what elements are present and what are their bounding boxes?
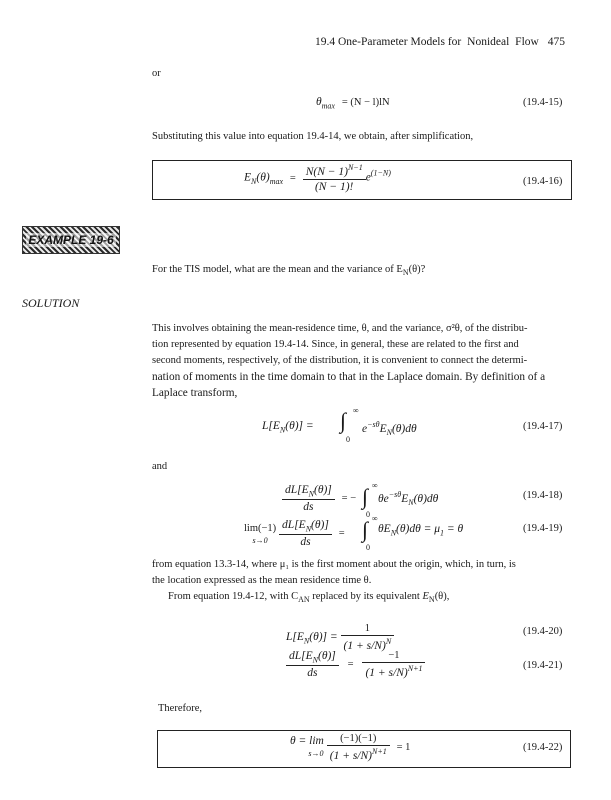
from-equation-line: From equation 19.4-12, with $C_{AN}$ replaced by its equivalent $E_N(\theta)$, bbox=[168, 591, 450, 605]
eq16-denominator: (N − 1)! bbox=[314, 180, 354, 193]
eq19-numerator-end: (θ)] bbox=[311, 519, 329, 531]
eq15-number: (19.4-15) bbox=[523, 97, 563, 108]
eq18-integrand-end: (θ)dθ bbox=[413, 492, 439, 505]
header-flow: Flow bbox=[515, 36, 539, 48]
eq19-mu-sub: 1 bbox=[440, 528, 445, 538]
eq16-numerator: N(N − 1) bbox=[305, 165, 348, 178]
eq20-fraction bbox=[341, 623, 395, 652]
eq19-fraction bbox=[279, 519, 332, 548]
header-nonideal: Nonideal bbox=[467, 36, 510, 48]
eq20-lhs-end: (θ)] = bbox=[309, 631, 338, 644]
eq16-numerator-sup: N−1 bbox=[347, 163, 363, 172]
eq17-lhs-rest: (θ)] = bbox=[285, 420, 314, 432]
eq19-lim: lim(−1) bbox=[244, 522, 277, 534]
header-section: 19.4 One-Parameter Models for bbox=[315, 36, 462, 48]
eq18-integrand bbox=[378, 490, 438, 507]
eq18-denominator: ds bbox=[303, 501, 314, 514]
eq18-integrand-rest: E bbox=[401, 492, 409, 505]
solution-paragraph-cont bbox=[152, 369, 572, 401]
solution-line-4: nation of moments in the time domain to that in the Laplace domain. By definition of a bbox=[152, 371, 546, 383]
solution-label: SOLUTION bbox=[22, 296, 80, 310]
eq21-numerator: dL[E bbox=[289, 650, 313, 662]
from-eq-pre: From equation 19.4-12, with C bbox=[168, 591, 299, 602]
eq19-numerator-sub: N bbox=[305, 524, 312, 534]
eq21-numerator-end: (θ)] bbox=[318, 650, 336, 662]
after-line-2: the location expressed as the mean residence time θ. bbox=[152, 575, 372, 586]
from-eq-end: (θ), bbox=[434, 591, 450, 602]
eq22-denominator-sup: N+1 bbox=[372, 747, 387, 756]
equation-19-4-20 bbox=[286, 623, 394, 652]
eq17-integrand-end: (θ)dθ bbox=[391, 422, 417, 435]
from-eq-mid: replaced by its equivalent bbox=[312, 591, 420, 602]
eq16-exp-sup: (1−N) bbox=[370, 168, 391, 178]
eq15-rhs: = (N − l)lN bbox=[341, 97, 390, 108]
eq21-r-denominator: (1 + s/N) bbox=[365, 667, 408, 680]
eq17-integrand-rest: E bbox=[379, 422, 387, 435]
from-eq-pre-sub: AN bbox=[298, 595, 310, 605]
eq17-integrand-e: e bbox=[362, 422, 368, 435]
eq17-lhs-sub: N bbox=[279, 425, 286, 435]
eq22-denominator: (1 + s/N) bbox=[329, 749, 372, 762]
eq20-denominator-sup: N bbox=[385, 637, 392, 646]
eq16-fraction bbox=[303, 163, 366, 193]
eq16-lhs-sub: N bbox=[251, 176, 257, 186]
equation-19-4-16: $E_N(\theta)_{max}$ = $\frac{N(N - 1)^{N-1}}{(N - 1)!}$ $e^{(1-N)}$ bbox=[244, 163, 391, 193]
eq19-integral: ∫ bbox=[362, 517, 369, 542]
eq19-integrand-theta: θE bbox=[378, 523, 391, 535]
from-eq-mid-sub: N bbox=[428, 595, 435, 605]
eq19-denominator: ds bbox=[300, 536, 311, 549]
eq21-number: (19.4-21) bbox=[523, 660, 563, 671]
eq16-number: (19.4-16) bbox=[523, 176, 563, 187]
solution-line-3: second moments, respectively, of the distribution, it is convenient to connect the determi- bbox=[152, 355, 528, 366]
eq18-numerator-sub: N bbox=[308, 489, 314, 499]
eq22-number: (19.4-22) bbox=[523, 742, 563, 753]
solution-line-1: This involves obtaining the mean-residence time, θ, and the variance, σ²θ, of the distribu- bbox=[152, 323, 528, 334]
eq18-integrand-theta: θe bbox=[378, 492, 389, 505]
eq17-lhs: L[E bbox=[262, 420, 280, 432]
eq15-lhs-sub: max bbox=[321, 101, 335, 111]
eq22-numerator: (−1)(−1) bbox=[327, 733, 390, 746]
substituting-text: Substituting this value into equation 19.4-14, we obtain, after simplification, bbox=[152, 131, 474, 142]
eq18-fraction bbox=[282, 484, 335, 513]
eq17-number: (19.4-17) bbox=[523, 421, 563, 432]
eq17-integrand bbox=[362, 420, 417, 437]
eq17-integral: ∫ bbox=[340, 408, 347, 433]
eq16-exp: e bbox=[365, 171, 371, 184]
page-number: 475 bbox=[547, 36, 565, 48]
therefore-word: Therefore, bbox=[158, 703, 203, 714]
eq18-number: (19.4-18) bbox=[523, 490, 563, 501]
eq22-lim-sub: s→0 bbox=[308, 749, 324, 759]
eq19-number: (19.4-19) bbox=[523, 523, 563, 534]
running-header bbox=[315, 36, 565, 48]
eq21-r-numerator: −1 bbox=[362, 650, 425, 663]
eq20-lhs: L[E bbox=[286, 631, 304, 644]
eq21-fraction-left bbox=[286, 650, 339, 679]
eq20-lhs-sub: N bbox=[303, 636, 310, 646]
eq22-fraction bbox=[327, 733, 390, 762]
equation-19-4-15 bbox=[316, 96, 390, 110]
eq18-integrand-sub: N bbox=[408, 498, 414, 508]
eq17-lower: 0 bbox=[346, 435, 350, 444]
eq18-lower: 0 bbox=[366, 510, 370, 519]
intro-word: or bbox=[152, 68, 161, 79]
after-paragraph bbox=[152, 557, 570, 589]
eq18-numerator-end: (θ)] bbox=[314, 484, 332, 496]
eq16-lhs: E bbox=[244, 171, 252, 184]
solution-line-5: Laplace transform, bbox=[152, 387, 238, 399]
eq19-upper: ∞ bbox=[372, 514, 378, 523]
eq19-lower: 0 bbox=[366, 543, 370, 552]
eq21-numerator-sub: N bbox=[312, 655, 318, 665]
eq19-numerator: dL[E bbox=[282, 519, 306, 531]
and-word: and bbox=[152, 461, 168, 472]
equation-19-4-17 bbox=[262, 420, 314, 434]
equation-19-4-19 bbox=[244, 519, 345, 548]
eq17-integrand-sub: N bbox=[386, 428, 392, 438]
eq19-mid: = bbox=[338, 528, 345, 540]
example-label: EXAMPLE 19-6 bbox=[28, 233, 114, 247]
eq16-lhs-sub2: max bbox=[269, 176, 284, 186]
eq19-integrand-sub: N bbox=[390, 528, 397, 538]
equation-19-4-22 bbox=[290, 733, 410, 762]
eq19-rhs: = θ bbox=[446, 523, 464, 535]
equation-19-4-21 bbox=[286, 650, 425, 679]
eq20-denominator: (1 + s/N) bbox=[343, 639, 386, 652]
eq21-fraction-right bbox=[362, 650, 425, 679]
example-badge bbox=[22, 226, 120, 254]
eq17-integrand-sup: −sθ bbox=[367, 420, 380, 429]
eq15-lhs: θ bbox=[316, 96, 322, 108]
after-line-1: from equation 13.3-14, where μ₁ is the first moment about the origin, which, in turn, is bbox=[152, 559, 516, 570]
solution-line-2: tion represented by equation 19.4-14. Since, in general, these are related to the first and bbox=[152, 339, 519, 350]
eq17-upper: ∞ bbox=[353, 406, 359, 415]
eq20-numerator: 1 bbox=[341, 623, 395, 636]
eq18-integral: ∫ bbox=[362, 484, 369, 509]
eq18-numerator: dL[E bbox=[285, 484, 309, 496]
question-end: (θ)? bbox=[408, 264, 426, 275]
eq21-mid: = bbox=[347, 659, 354, 671]
example-question bbox=[152, 264, 425, 277]
eq16-lhs-rest: (θ) bbox=[256, 171, 270, 184]
eq21-r-denominator-sup: N+1 bbox=[407, 664, 423, 674]
eq21-denominator: ds bbox=[307, 667, 318, 680]
eq19-integrand-end: (θ)dθ = μ bbox=[396, 523, 441, 535]
question-sub: N bbox=[402, 268, 409, 278]
eq22-rhs: = 1 bbox=[396, 742, 411, 754]
eq19-integrand bbox=[378, 523, 463, 537]
solution-paragraph bbox=[152, 321, 570, 369]
equation-19-4-18 bbox=[282, 484, 356, 513]
question-text: For the TIS model, what are the mean and the variance of E bbox=[152, 264, 403, 275]
eq19-lim-sub: s→0 bbox=[252, 535, 268, 545]
eq18-mid: = − bbox=[341, 493, 357, 505]
eq22-lhs: θ = lim bbox=[290, 735, 324, 748]
eq18-upper: ∞ bbox=[372, 481, 378, 490]
eq20-number: (19.4-20) bbox=[523, 626, 563, 637]
eq18-integrand-sup: −sθ bbox=[388, 490, 402, 499]
